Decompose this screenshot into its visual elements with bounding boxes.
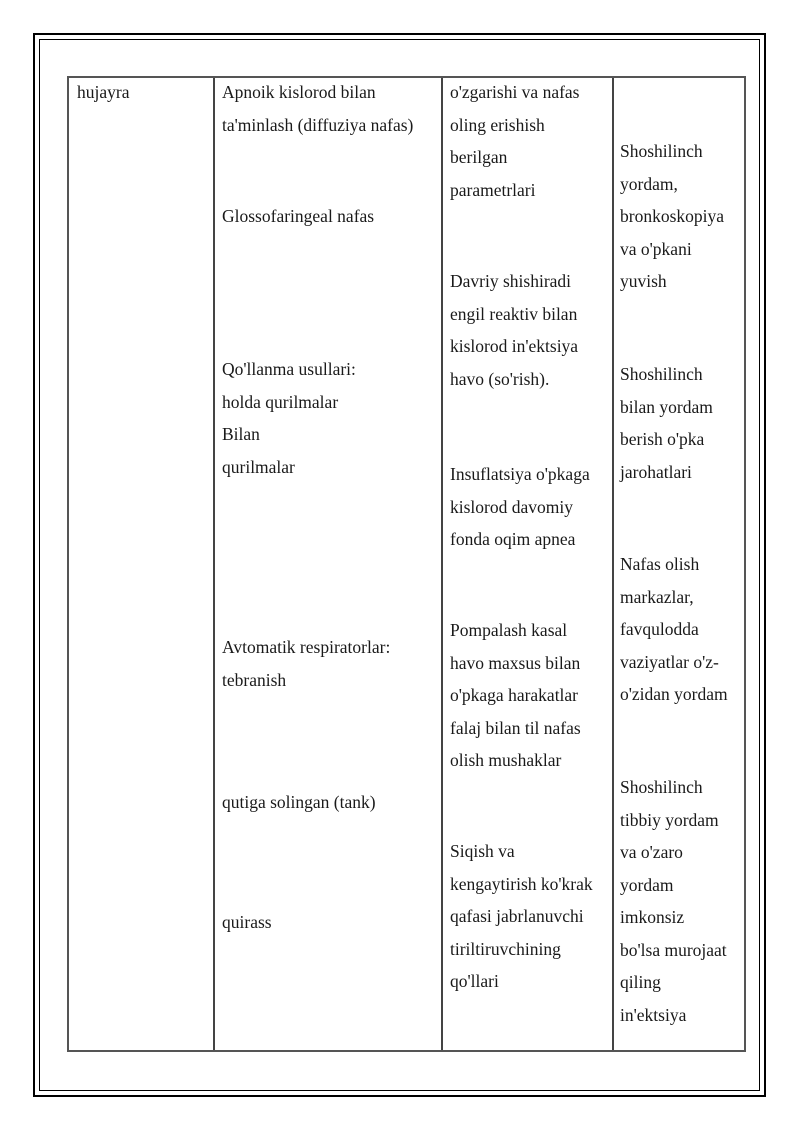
- table-cell-col3: [443, 78, 612, 1050]
- method-tank: qutiga solingan (tank): [222, 792, 376, 812]
- description-pumping: Pompalash kasal havo maxsus bilan o'pkaga harakatlar falaj bilan til nafas olish mushaklar: [450, 620, 581, 770]
- content-table: [67, 76, 746, 1052]
- indication-emergency-bronchoscopy: Shoshilinch yordam, bronkoskopiya va o'pkani yuvish: [620, 141, 725, 291]
- method-automatic-respirators: Avtomatik respiratorlar: tebranish: [222, 637, 391, 690]
- method-manual: Qo'llanma usullari: holda qurilmalar Bilan qurilmalar: [222, 359, 356, 477]
- table-cell-col1: [69, 78, 213, 1050]
- description-periodic-inflation: Davriy shishiradi engil reaktiv bilan kislorod in'ektsiya havo (so'rish).: [450, 271, 579, 389]
- method-glossopharyngeal: Glossofaringeal nafas: [222, 206, 375, 226]
- indication-lung-injury: Shoshilinch bilan yordam berish o'pka jarohatlari: [620, 364, 713, 482]
- description-compression: Siqish va kengaytirish ko'krak qafasi jabrlanuvchi tiriltiruvchining qo'llari: [450, 841, 593, 991]
- method-cuirass: quirass: [222, 912, 272, 932]
- indication-medical-aid: Shoshilinch tibbiy yordam va o'zaro yordam imkonsiz bo'lsa murojaat qiling in'ektsiya: [620, 777, 727, 1025]
- description-parameters: o'zgarishi va nafas oling erishish berilgan parametrlari: [450, 82, 580, 200]
- description-insufflation: Insuflatsiya o'pkaga kislorod davomiy fonda oqim apnea: [450, 464, 590, 549]
- table-cell-col2: [215, 78, 441, 1050]
- indication-respiratory-centers: Nafas olish markazlar, favqulodda vaziyatlar o'z- o'zidan yordam: [620, 554, 728, 704]
- method-apnoic-oxygenation: Apnoik kislorod bilan ta'minlash (diffuziya nafas): [222, 82, 414, 135]
- cell-text: hujayra: [77, 82, 130, 102]
- table-cell-col4: [614, 78, 746, 1050]
